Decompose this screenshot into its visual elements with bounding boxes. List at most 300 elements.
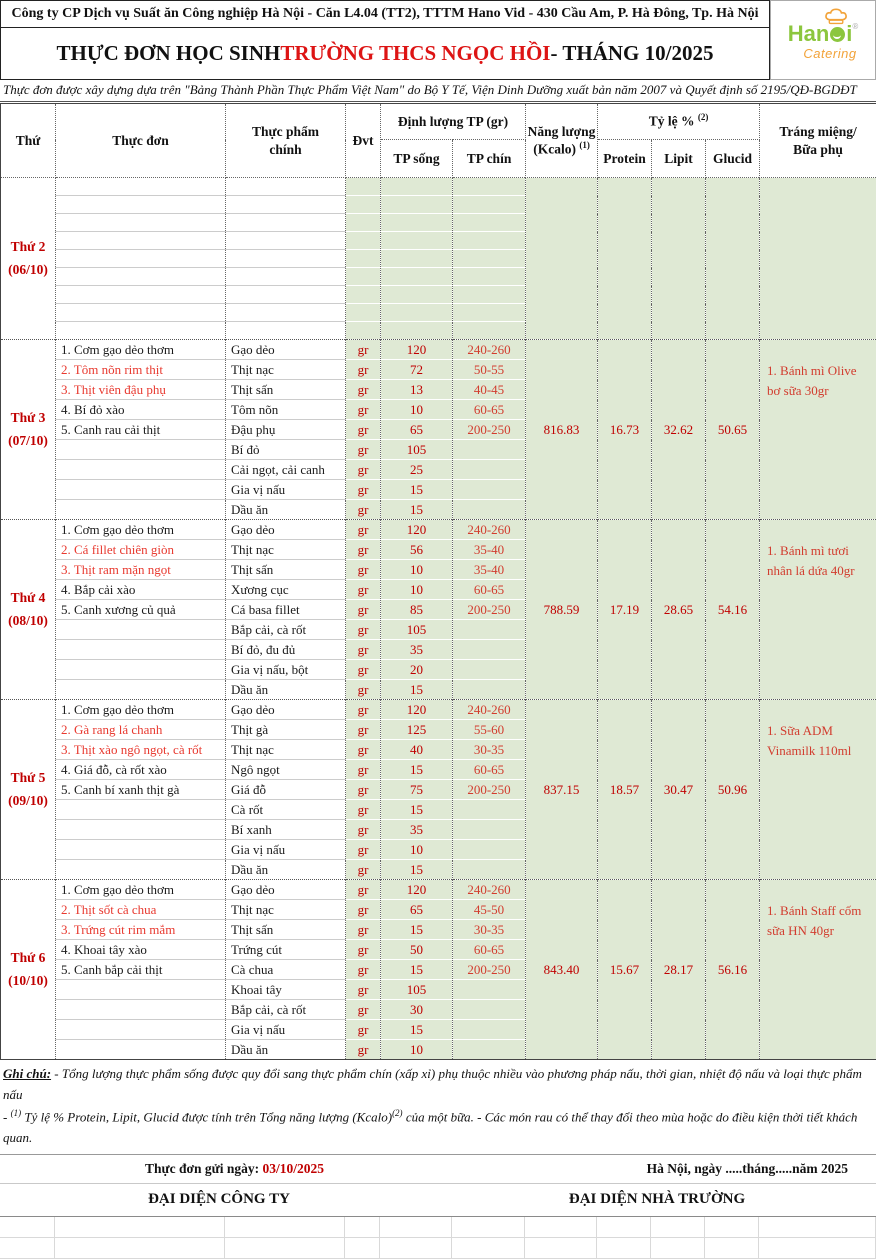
- protein-cell: [598, 178, 652, 340]
- cooked-qty-cell: [453, 250, 526, 268]
- day-label: Thứ 6: [1, 947, 55, 970]
- unit-cell: [346, 268, 381, 286]
- grid-cell: [345, 1217, 380, 1237]
- main-food-cell: Thịt sấn: [226, 380, 346, 400]
- main-food-cell: Tôm nõn: [226, 400, 346, 420]
- cooked-qty-cell: [453, 286, 526, 304]
- unit-cell: gr: [346, 680, 381, 700]
- unit-cell: gr: [346, 440, 381, 460]
- unit-cell: gr: [346, 420, 381, 440]
- menu-item-cell: [56, 214, 226, 232]
- header-left: [0, 0, 770, 80]
- unit-cell: gr: [346, 780, 381, 800]
- col-header-ratio-group: [598, 104, 760, 140]
- menu-item-cell: 4. Khoai tây xào: [56, 940, 226, 960]
- cooked-qty-cell: [453, 840, 526, 860]
- raw-qty-cell: 15: [381, 920, 453, 940]
- menu-item-cell: 5. Canh rau cải thịt: [56, 420, 226, 440]
- glucid-cell: 50.65: [706, 340, 760, 520]
- cooked-qty-cell: 200-250: [453, 600, 526, 620]
- day-section: [1, 520, 876, 700]
- unit-cell: gr: [346, 520, 381, 540]
- unit-cell: gr: [346, 860, 381, 880]
- logo-brand: [788, 23, 859, 45]
- day-label-cell: [1, 700, 56, 880]
- col-header-protein: Protein: [598, 140, 652, 178]
- main-food-cell: Thịt nạc: [226, 360, 346, 380]
- main-food-cell: Cá basa fillet: [226, 600, 346, 620]
- day-section: [1, 880, 876, 1060]
- raw-qty-cell: 10: [381, 560, 453, 580]
- unit-cell: gr: [346, 980, 381, 1000]
- cooked-qty-cell: 60-65: [453, 580, 526, 600]
- main-food-cell: Xương cục: [226, 580, 346, 600]
- main-food-cell: Trứng cút: [226, 940, 346, 960]
- menu-item-cell: [56, 860, 226, 880]
- menu-item-cell: 2. Cá fillet chiên giòn: [56, 540, 226, 560]
- grid-cell: [55, 1238, 225, 1258]
- ratio-footnote-mark: (2): [698, 112, 709, 122]
- dessert-cell: 1. Bánh mì Olive bơ sữa 30gr: [760, 340, 876, 520]
- cooked-qty-cell: [453, 480, 526, 500]
- menu-item-cell: [56, 440, 226, 460]
- main-food-cell: Bắp cải, cà rốt: [226, 620, 346, 640]
- cooked-qty-cell: 60-65: [453, 940, 526, 960]
- unit-cell: [346, 178, 381, 196]
- main-food-cell: [226, 178, 346, 196]
- grid-cell: [597, 1238, 651, 1258]
- raw-qty-cell: 56: [381, 540, 453, 560]
- menu-item-cell: [56, 286, 226, 304]
- cooked-qty-cell: 50-55: [453, 360, 526, 380]
- menu-item-cell: 4. Bí đỏ xào: [56, 400, 226, 420]
- raw-qty-cell: 15: [381, 680, 453, 700]
- col-header-dessert-line1: Tráng miệng/: [760, 123, 876, 141]
- main-food-cell: Dầu ăn: [226, 500, 346, 520]
- table-header: [1, 104, 876, 178]
- cooked-qty-cell: [453, 178, 526, 196]
- cooked-qty-cell: 60-65: [453, 400, 526, 420]
- menu-item-cell: [56, 820, 226, 840]
- cooked-qty-cell: [453, 268, 526, 286]
- menu-item-cell: 1. Cơm gạo dẻo thơm: [56, 700, 226, 720]
- dessert-cell: 1. Bánh mì tươi nhân lá dứa 40gr: [760, 520, 876, 700]
- title-school-name: TRƯỜNG THCS NGỌC HỒI: [280, 41, 550, 66]
- main-food-cell: [226, 214, 346, 232]
- raw-qty-cell: 35: [381, 640, 453, 660]
- menu-item-cell: 4. Bắp cải xào: [56, 580, 226, 600]
- unit-cell: gr: [346, 940, 381, 960]
- table-row: [1, 700, 876, 720]
- energy-cell: 788.59: [526, 520, 598, 700]
- lipit-cell: [652, 178, 706, 340]
- main-food-cell: Cải ngọt, cải canh: [226, 460, 346, 480]
- col-header-main-food: [226, 104, 346, 178]
- energy-kcalo: (Kcalo): [533, 142, 576, 157]
- cooked-qty-cell: 40-45: [453, 380, 526, 400]
- col-header-menu: Thực đơn: [56, 104, 226, 178]
- day-date: (10/10): [1, 970, 55, 993]
- unit-cell: gr: [346, 460, 381, 480]
- unit-cell: gr: [346, 560, 381, 580]
- raw-qty-cell: [381, 322, 453, 340]
- cooked-qty-cell: 240-260: [453, 880, 526, 900]
- raw-qty-cell: 15: [381, 1020, 453, 1040]
- day-label: Thứ 2: [1, 236, 55, 259]
- cooked-qty-cell: [453, 460, 526, 480]
- subtitle: Thực đơn được xây dựng dựa trên "Bảng Thành Phần Thực Phẩm Việt Nam" do Bộ Y Tế, Viện Dinh Dưỡng xuất bản năm 2007 và Quyết định số 2195/QĐ-BGDĐT: [0, 80, 876, 102]
- raw-qty-cell: 85: [381, 600, 453, 620]
- lipit-cell: 30.47: [652, 700, 706, 880]
- raw-qty-cell: 65: [381, 900, 453, 920]
- grid-cell: [705, 1217, 759, 1237]
- menu-item-cell: 2. Tôm nõn rim thịt: [56, 360, 226, 380]
- raw-qty-cell: 10: [381, 1040, 453, 1060]
- note-text-2a: -: [3, 1109, 11, 1124]
- protein-cell: 18.57: [598, 700, 652, 880]
- logo-text-1: Han: [788, 21, 830, 46]
- cooked-qty-cell: [453, 860, 526, 880]
- cooked-qty-cell: [453, 620, 526, 640]
- day-label-cell: [1, 178, 56, 340]
- main-food-cell: [226, 196, 346, 214]
- menu-item-cell: 3. Thịt ram mặn ngọt: [56, 560, 226, 580]
- main-food-cell: Gia vị nấu: [226, 840, 346, 860]
- menu-item-cell: [56, 980, 226, 1000]
- title-prefix: THỰC ĐƠN HỌC SINH: [57, 41, 281, 66]
- menu-item-cell: [56, 660, 226, 680]
- unit-cell: gr: [346, 800, 381, 820]
- unit-cell: gr: [346, 700, 381, 720]
- cooked-qty-cell: [453, 980, 526, 1000]
- raw-qty-cell: [381, 268, 453, 286]
- menu-item-cell: [56, 620, 226, 640]
- menu-item-cell: 3. Thịt xào ngô ngọt, cà rốt: [56, 740, 226, 760]
- raw-qty-cell: [381, 196, 453, 214]
- cooked-qty-cell: 35-40: [453, 560, 526, 580]
- cooked-qty-cell: 60-65: [453, 760, 526, 780]
- document-header: [0, 0, 876, 80]
- raw-qty-cell: 15: [381, 800, 453, 820]
- day-label: Thứ 5: [1, 767, 55, 790]
- raw-qty-cell: 105: [381, 620, 453, 640]
- grid-cell: [55, 1217, 225, 1237]
- grid-cell: [597, 1217, 651, 1237]
- menu-item-cell: 2. Thịt sốt cà chua: [56, 900, 226, 920]
- grid-cell: [705, 1238, 759, 1258]
- grid-cell: [345, 1238, 380, 1258]
- col-header-energy: [526, 104, 598, 178]
- energy-cell: [526, 178, 598, 340]
- cooked-qty-cell: 200-250: [453, 780, 526, 800]
- table-row: [1, 880, 876, 900]
- raw-qty-cell: [381, 214, 453, 232]
- unit-cell: [346, 250, 381, 268]
- empty-grid-row: [0, 1238, 876, 1259]
- unit-cell: gr: [346, 1040, 381, 1060]
- menu-table: [0, 103, 876, 1060]
- grid-cell: [452, 1217, 525, 1237]
- menu-item-cell: 3. Thịt viên đậu phụ: [56, 380, 226, 400]
- menu-item-cell: [56, 178, 226, 196]
- raw-qty-cell: 15: [381, 860, 453, 880]
- raw-qty-cell: 15: [381, 500, 453, 520]
- day-date: (09/10): [1, 790, 55, 813]
- cooked-qty-cell: 30-35: [453, 740, 526, 760]
- col-header-dessert: [760, 104, 876, 178]
- note-text-1: - Tổng lượng thực phẩm sống được quy đổi sang thực phẩm chín (xấp xỉ) phụ thuộc nhiều vào phương pháp nấu, thời gian, nhiệt độ nấu và loại thực phẩm nấu: [3, 1066, 862, 1102]
- grid-cell: [651, 1217, 705, 1237]
- unit-cell: gr: [346, 600, 381, 620]
- grid-cell: [0, 1238, 55, 1258]
- menu-item-cell: 2. Gà rang lá chanh: [56, 720, 226, 740]
- menu-item-cell: [56, 680, 226, 700]
- smile-shape: [833, 32, 841, 39]
- main-food-cell: Thịt sấn: [226, 560, 346, 580]
- note-sup-2: (2): [392, 1108, 403, 1118]
- raw-qty-cell: 75: [381, 780, 453, 800]
- main-food-cell: Ngô ngọt: [226, 760, 346, 780]
- logo-smiley-icon: [830, 27, 845, 42]
- unit-cell: gr: [346, 820, 381, 840]
- empty-grid-row: [0, 1217, 876, 1238]
- col-header-dessert-line2: Bữa phụ: [760, 141, 876, 159]
- grid-cell: [380, 1238, 452, 1258]
- cooked-qty-cell: [453, 680, 526, 700]
- note-line-2: [3, 1106, 873, 1149]
- col-header-day: Thứ: [1, 104, 56, 178]
- main-food-cell: Khoai tây: [226, 980, 346, 1000]
- raw-qty-cell: 25: [381, 460, 453, 480]
- menu-item-cell: [56, 800, 226, 820]
- unit-cell: gr: [346, 540, 381, 560]
- main-food-cell: [226, 268, 346, 286]
- cooked-qty-cell: 200-250: [453, 420, 526, 440]
- unit-cell: gr: [346, 640, 381, 660]
- cooked-qty-cell: 200-250: [453, 960, 526, 980]
- main-food-cell: Bí đỏ: [226, 440, 346, 460]
- col-header-main-food-line2: chính: [226, 141, 345, 159]
- table-row: [1, 178, 876, 196]
- grid-cell: [759, 1238, 876, 1258]
- menu-item-cell: 3. Trứng cút rim mắm: [56, 920, 226, 940]
- day-label-cell: [1, 520, 56, 700]
- raw-qty-cell: 40: [381, 740, 453, 760]
- unit-cell: [346, 196, 381, 214]
- col-header-raw: TP sống: [381, 140, 453, 178]
- unit-cell: gr: [346, 620, 381, 640]
- unit-cell: gr: [346, 740, 381, 760]
- cooked-qty-cell: [453, 1040, 526, 1060]
- raw-qty-cell: 30: [381, 1000, 453, 1020]
- cooked-qty-cell: 240-260: [453, 700, 526, 720]
- day-label-cell: [1, 340, 56, 520]
- menu-item-cell: [56, 268, 226, 286]
- main-food-cell: Gạo dẻo: [226, 880, 346, 900]
- raw-qty-cell: 10: [381, 580, 453, 600]
- unit-cell: gr: [346, 580, 381, 600]
- day-section: [1, 178, 876, 340]
- cooked-qty-cell: [453, 232, 526, 250]
- menu-item-cell: 4. Giá đỗ, cà rốt xào: [56, 760, 226, 780]
- unit-cell: gr: [346, 900, 381, 920]
- unit-cell: gr: [346, 340, 381, 360]
- raw-qty-cell: 120: [381, 340, 453, 360]
- main-food-cell: Gạo dẻo: [226, 340, 346, 360]
- day-label-cell: [1, 880, 56, 1060]
- raw-qty-cell: 72: [381, 360, 453, 380]
- main-food-cell: [226, 250, 346, 268]
- day-date: (07/10): [1, 430, 55, 453]
- cooked-qty-cell: 45-50: [453, 900, 526, 920]
- menu-item-cell: [56, 322, 226, 340]
- raw-qty-cell: 10: [381, 400, 453, 420]
- main-food-cell: Gia vị nấu: [226, 1020, 346, 1040]
- cooked-qty-cell: [453, 500, 526, 520]
- unit-cell: gr: [346, 400, 381, 420]
- raw-qty-cell: 105: [381, 440, 453, 460]
- dessert-cell: 1. Bánh Staff cốm sữa HN 40gr: [760, 880, 876, 1060]
- menu-item-cell: 5. Canh xương củ quả: [56, 600, 226, 620]
- day-section: [1, 700, 876, 880]
- main-food-cell: Gia vị nấu: [226, 480, 346, 500]
- energy-cell: 816.83: [526, 340, 598, 520]
- main-food-cell: Giá đỗ: [226, 780, 346, 800]
- notes: [0, 1060, 876, 1155]
- col-header-glucid: Glucid: [706, 140, 760, 178]
- note-text-2b: Tỷ lệ % Protein, Lipit, Glucid được tính trên Tổng năng lượng (Kcalo): [21, 1109, 392, 1124]
- menu-item-cell: 1. Cơm gạo dẻo thơm: [56, 520, 226, 540]
- menu-item-cell: [56, 480, 226, 500]
- grid-cell: [452, 1238, 525, 1258]
- unit-cell: [346, 286, 381, 304]
- grid-cell: [0, 1217, 55, 1237]
- school-representative: ĐẠI DIỆN NHÀ TRƯỜNG: [438, 1191, 876, 1208]
- raw-qty-cell: 10: [381, 840, 453, 860]
- cooked-qty-cell: [453, 196, 526, 214]
- cooked-qty-cell: [453, 440, 526, 460]
- main-food-cell: [226, 286, 346, 304]
- main-food-cell: Bắp cải, cà rốt: [226, 1000, 346, 1020]
- note-text-2c: của một bữa. - Các món rau có thể thay đổi theo mùa hoặc do điều kiện thời tiết khách quan.: [3, 1109, 857, 1145]
- grid-cell: [525, 1238, 597, 1258]
- main-food-cell: Cà rốt: [226, 800, 346, 820]
- page-title: [0, 28, 770, 80]
- day-date: (08/10): [1, 610, 55, 633]
- note-line-1: [3, 1064, 873, 1106]
- col-header-energy-line1: Năng lượng: [526, 123, 597, 141]
- glucid-cell: 54.16: [706, 520, 760, 700]
- note-sup-1: (1): [11, 1108, 22, 1118]
- unit-cell: [346, 214, 381, 232]
- raw-qty-cell: [381, 250, 453, 268]
- main-food-cell: Cà chua: [226, 960, 346, 980]
- table-row: [1, 340, 876, 360]
- main-food-cell: [226, 232, 346, 250]
- lipit-cell: 28.65: [652, 520, 706, 700]
- grid-cell: [525, 1217, 597, 1237]
- lipit-cell: 32.62: [652, 340, 706, 520]
- cooked-qty-cell: [453, 640, 526, 660]
- main-food-cell: Dầu ăn: [226, 1040, 346, 1060]
- raw-qty-cell: 20: [381, 660, 453, 680]
- protein-cell: 16.73: [598, 340, 652, 520]
- unit-cell: gr: [346, 480, 381, 500]
- unit-cell: gr: [346, 840, 381, 860]
- cooked-qty-cell: 35-40: [453, 540, 526, 560]
- menu-item-cell: [56, 1000, 226, 1020]
- raw-qty-cell: 105: [381, 980, 453, 1000]
- representatives-row: [0, 1184, 876, 1217]
- cooked-qty-cell: 240-260: [453, 520, 526, 540]
- place-date: Hà Nội, ngày .....tháng.....năm 2025: [647, 1161, 876, 1177]
- menu-item-cell: 1. Cơm gạo dẻo thơm: [56, 340, 226, 360]
- sent-date-label: Thực đơn gửi ngày:: [145, 1161, 262, 1176]
- main-food-cell: Thịt nạc: [226, 900, 346, 920]
- logo-text-2: i: [846, 21, 852, 46]
- unit-cell: gr: [346, 960, 381, 980]
- cooked-qty-cell: 30-35: [453, 920, 526, 940]
- title-suffix: - THÁNG 10/2025: [550, 41, 713, 66]
- day-label: Thứ 4: [1, 587, 55, 610]
- sent-date-row: [0, 1155, 876, 1184]
- protein-cell: 17.19: [598, 520, 652, 700]
- raw-qty-cell: 125: [381, 720, 453, 740]
- menu-item-cell: [56, 640, 226, 660]
- cooked-qty-cell: [453, 660, 526, 680]
- glucid-cell: 50.96: [706, 700, 760, 880]
- unit-cell: gr: [346, 720, 381, 740]
- company-representative: ĐẠI DIỆN CÔNG TY: [0, 1191, 438, 1208]
- main-food-cell: Gạo dẻo: [226, 520, 346, 540]
- empty-grid: [0, 1217, 876, 1259]
- main-food-cell: Dầu ăn: [226, 680, 346, 700]
- raw-qty-cell: 35: [381, 820, 453, 840]
- menu-item-cell: [56, 460, 226, 480]
- menu-item-cell: [56, 500, 226, 520]
- col-header-quantity-group: Định lượng TP (gr): [381, 104, 526, 140]
- unit-cell: gr: [346, 380, 381, 400]
- main-food-cell: Gia vị nấu, bột: [226, 660, 346, 680]
- cooked-qty-cell: [453, 1020, 526, 1040]
- glucid-cell: 56.16: [706, 880, 760, 1060]
- company-name: Công ty CP Dịch vụ Suất ăn Công nghiệp Hà Nội - Căn L4.04 (TT2), TTTM Hano Vid - 430 Cầu Am, P. Hà Đông, Tp. Hà Nội: [0, 0, 770, 28]
- day-label: Thứ 3: [1, 407, 55, 430]
- unit-cell: gr: [346, 1000, 381, 1020]
- raw-qty-cell: 120: [381, 880, 453, 900]
- menu-item-cell: 5. Canh bí xanh thịt gà: [56, 780, 226, 800]
- unit-cell: gr: [346, 360, 381, 380]
- col-header-lipit: Lipit: [652, 140, 706, 178]
- cooked-qty-cell: 240-260: [453, 340, 526, 360]
- main-food-cell: [226, 322, 346, 340]
- main-food-cell: Gạo dẻo: [226, 700, 346, 720]
- sent-date-value: 03/10/2025: [262, 1161, 324, 1176]
- main-food-cell: Thịt gà: [226, 720, 346, 740]
- cooked-qty-cell: [453, 800, 526, 820]
- raw-qty-cell: [381, 304, 453, 322]
- raw-qty-cell: [381, 286, 453, 304]
- registered-mark: ®: [852, 22, 858, 31]
- col-header-energy-line2: [526, 140, 597, 158]
- raw-qty-cell: 13: [381, 380, 453, 400]
- logo-subtext: Catering: [803, 46, 856, 61]
- col-header-cooked: TP chín: [453, 140, 526, 178]
- unit-cell: [346, 232, 381, 250]
- menu-item-cell: [56, 196, 226, 214]
- grid-cell: [651, 1238, 705, 1258]
- main-food-cell: [226, 304, 346, 322]
